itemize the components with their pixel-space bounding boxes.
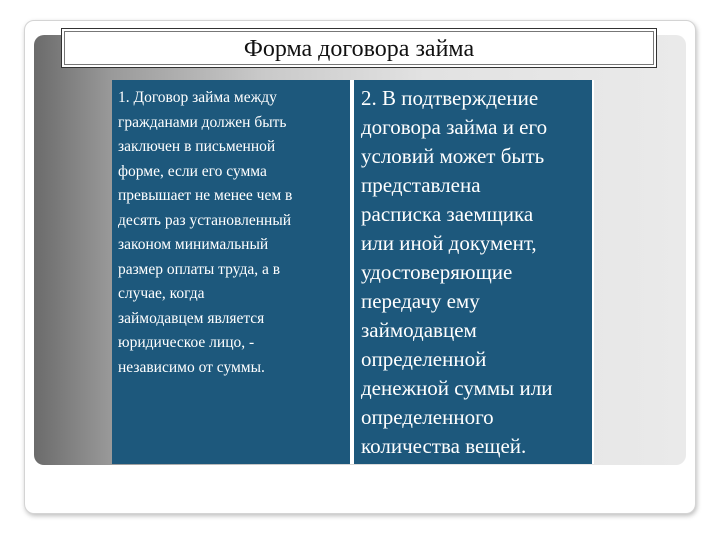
left-cell-line: законом минимальный [118,236,269,253]
right-cell-line: передачу ему [361,289,480,313]
right-cell-line: определенной [361,347,487,371]
table-cell-left [112,80,350,464]
right-cell-line: расписка заемщика [361,202,534,226]
right-cell-line: займодавцем [361,318,477,342]
right-cell-line: количества вещей. [361,434,527,458]
table-cell-right [354,80,592,464]
right-cell-line: или иной документ, [361,231,537,255]
content-table [112,80,594,464]
left-cell-line: независимо от суммы. [118,358,265,376]
left-cell-line: размер оплаты труда, а в [118,260,281,278]
left-cell-line: 1. Договор займа между [118,89,277,106]
slide-title: Форма договора займа [61,28,657,68]
right-cell-line: представлена [361,173,481,197]
left-cell-line: случае, когда [118,285,205,302]
right-cell-line: 2. В подтверждение [361,86,539,110]
right-cell-line: денежной суммы или [361,376,553,400]
left-cell-line: юридическое лицо, - [118,334,255,351]
right-cell-line: условий может быть [361,144,545,168]
left-cell-line: форме, если его сумма [118,162,267,180]
left-cell-line: займодавцем является [118,309,265,327]
left-cell-line: заключен в письменной [118,138,276,155]
right-cell-line: удостоверяющие [361,260,513,284]
left-cell-line: десять раз установленный [118,211,292,229]
left-cell-line: превышает не менее чем в [118,187,293,204]
left-cell-line: гражданами должен быть [118,113,287,131]
right-cell-line: определенного [361,405,494,429]
right-cell-line: договора займа и его [361,115,548,139]
